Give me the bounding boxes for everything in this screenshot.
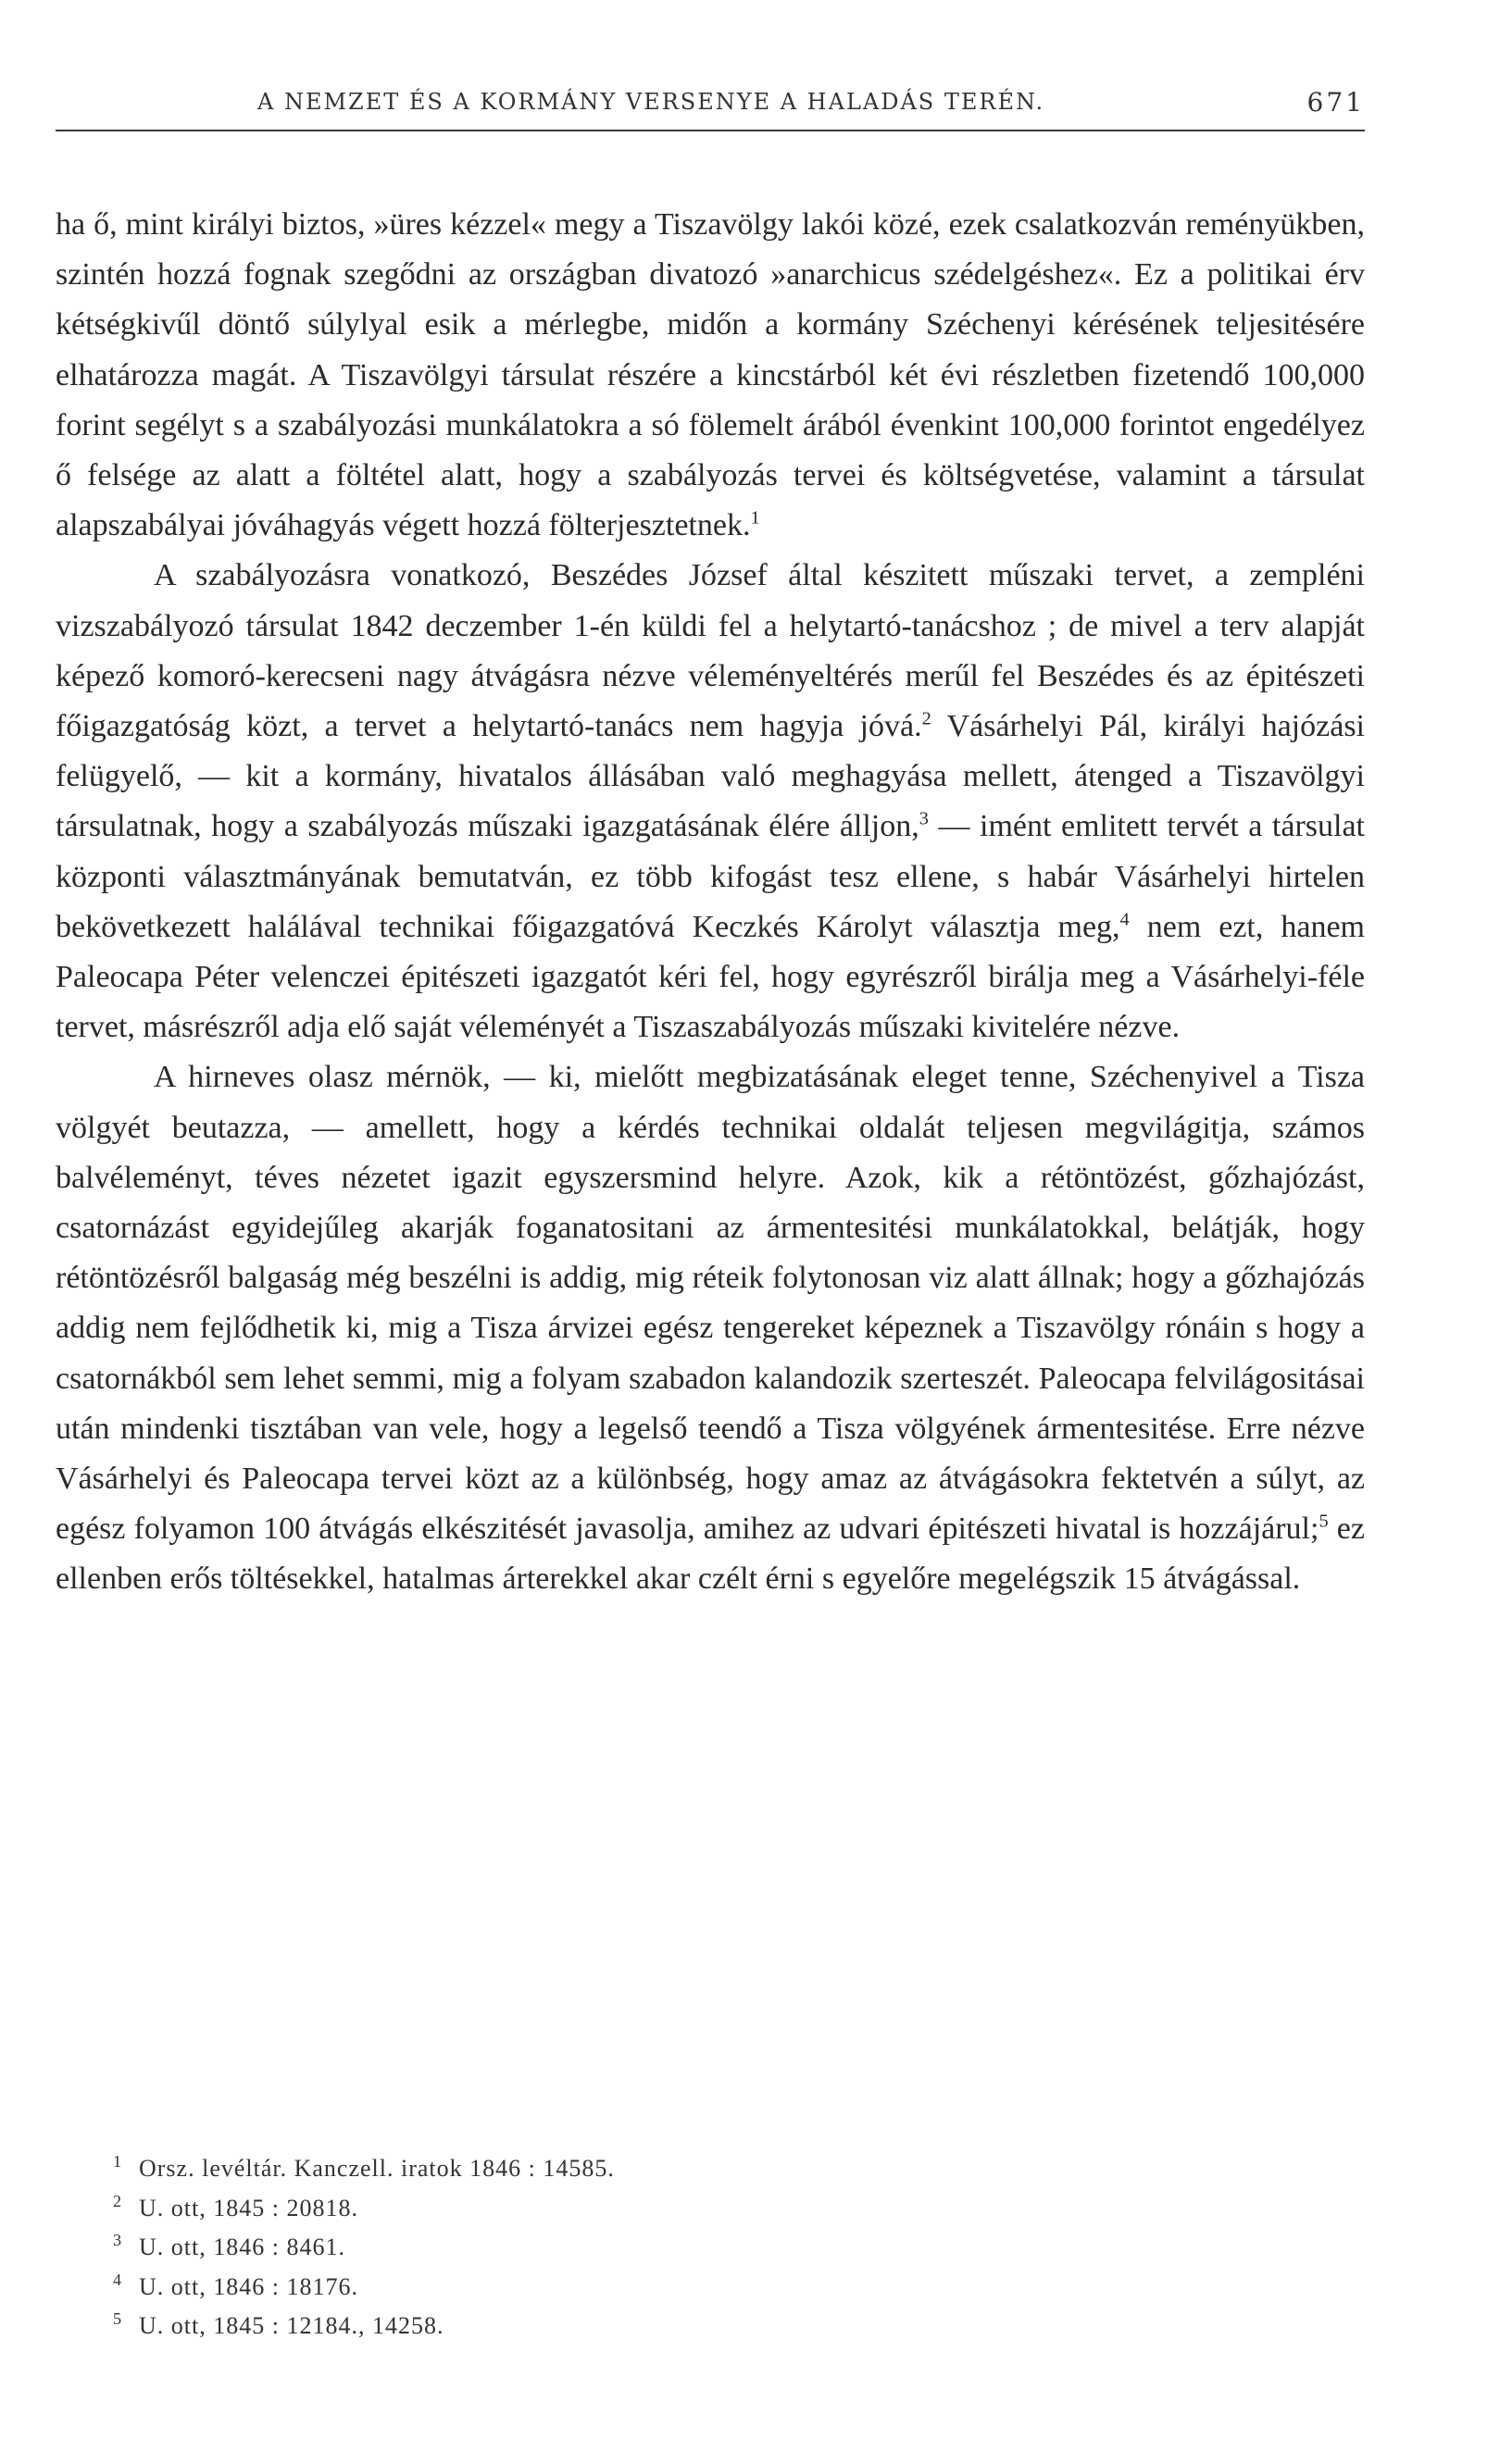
- page-number: 671: [1306, 87, 1365, 118]
- footnote-ref-2: 2: [921, 708, 931, 729]
- footnote-ref-4: 4: [1119, 909, 1130, 930]
- footnote-text: U. ott, 1845 : 20818.: [139, 2194, 358, 2221]
- footnote-5: 5 U. ott, 1845 : 12184., 14258.: [113, 2309, 444, 2339]
- footnote-ref-3: 3: [919, 809, 929, 830]
- body-text: [56, 200, 1365, 1605]
- book-page: [56, 83, 1365, 1605]
- text-run: nem ezt, hanem Paleocapa Péter velenczei épitészeti igazgatót kéri fel, hogy egyrészről birálja meg a Vásárhelyi-féle tervet, másrészről adja elő saját véleményét a Tiszaszabályozás műszaki kivitelére nézve.: [56, 909, 1365, 1045]
- footnote-3: 3 U. ott, 1846 : 8461.: [113, 2231, 345, 2260]
- page-header: [56, 83, 1365, 131]
- paragraph-1: [56, 200, 1365, 551]
- footnote-text: U. ott, 1846 : 8461.: [139, 2234, 345, 2260]
- text-run: — imént emlitett tervét a társulat központi választmányának bemutatván, ez több kifogást tesz ellene, s habár Vásárhelyi hirtelen bekövetkezett halálával technikai főigazgatóvá Keczkés Károlyt választja meg,: [56, 809, 1365, 944]
- footnote-4: 4 U. ott, 1846 : 18176.: [113, 2270, 358, 2300]
- footnote-ref-1: 1: [750, 507, 760, 529]
- footnotes: [113, 2149, 1224, 2346]
- footnote-text: Orsz. levéltár. Kanczell. iratok 1846 : 14585.: [139, 2155, 615, 2182]
- text-run: A hirneves olasz mérnök, — ki, mielőtt megbizatásának eleget tenne, Széchenyivel a Tisza völgyét beutazza, — amellett, hogy a kérdés technikai oldalát teljesen megvilágitja, számos balvéleményt, téves nézetet igazit egyszersmind helyre. Azok, kik a rétöntözést, gőzhajózást, csatornázást egyidejűleg akarják foganatositani az ármentesitési munkálatokkal, belátják, hogy rétöntözésről balgaság még beszélni is addig, mig réteik folytonosan viz alatt állnak; hogy a gőzhajózás addig nem fejlődhetik ki, mig a Tisza árvizei egész tengereket képeznek a Tiszavölgy rónáin s hogy a csatornákból sem lehet semmi, mig a folyam szabadon kalandozik szerteszét. Paleocapa felvilágositásai után mindenki tisztában van vele, hogy a legelső teendő a Tisza völgyének ármentesitése. Erre nézve Vásárhelyi és Paleocapa tervei közt az a különbség, hogy amaz az átvágásokra fektetvén a súlyt, az egész folyamon 100 átvágás elkészitését javasolja, amihez az udvari épitészeti hivatal is hozzájárul;: [56, 1060, 1365, 1547]
- footnote-2: 2 U. ott, 1845 : 20818.: [113, 2191, 358, 2221]
- running-title: A NEMZET ÉS A KORMÁNY VERSENYE A HALADÁS TERÉN.: [257, 89, 1045, 115]
- text-run: Vásárhelyi Pál, királyi hajózási felügyelő, — kit a kormány, hivatalos állásában való meghagyása mellett, átenged a Tiszavölgyi társulatnak, hogy a szabályozás műszaki igazgatásának élére álljon,: [56, 709, 1365, 844]
- text-run: ez ellenben erős töltésekkel, hatalmas árterekkel akar czélt érni s egyelőre megelégszik 15 átvágással.: [56, 1512, 1365, 1597]
- paragraph-2: [56, 551, 1365, 1052]
- text-run: ha ő, mint királyi biztos, »üres kézzel« megy a Tiszavölgy lakói közé, ezek csalatkozván reményükben, szintén hozzá fognak szegődni az országban divatozó »anarchicus szédelgéshez«. Ez a politikai érv kétségkivűl döntő súlylyal esik a mérlegbe, midőn a kormány Széchenyi kérésének teljesitésére elhatározza magát. A Tiszavölgyi társulat részére a kincstárból két évi részletben fizetendő 100,000 forint segélyt s a szabályozási munkálatokra a só fölemelt árából évenkint 100,000 forintot engedélyez ő felsége az alatt a föltétel alatt, hogy a szabályozás tervei és költségvetése, valamint a társulat alapszabályai jóváhagyás végett hozzá fölterjesztetnek.: [56, 207, 1365, 543]
- footnote-text: U. ott, 1845 : 12184., 14258.: [139, 2312, 444, 2339]
- footnote-ref-5: 5: [1319, 1511, 1329, 1532]
- footnote-1: 1 Orsz. levéltár. Kanczell. iratok 1846 : 14585.: [113, 2152, 615, 2182]
- text-run: A szabályozásra vonatkozó, Beszédes József által készitett műszaki tervet, a zempléni vizszabályozó társulat 1842 deczember 1-én küldi fel a helytartó-tanácshoz ; de mivel a terv alapját képező komoró-kerecseni nagy átvágásra nézve véleményeltérés merűl fel Beszédes és az épitészeti főigazgatóság közt, a tervet a helytartó-tanács nem hagyja jóvá.: [56, 558, 1365, 744]
- footnote-text: U. ott, 1846 : 18176.: [139, 2272, 358, 2300]
- paragraph-3: [56, 1052, 1365, 1604]
